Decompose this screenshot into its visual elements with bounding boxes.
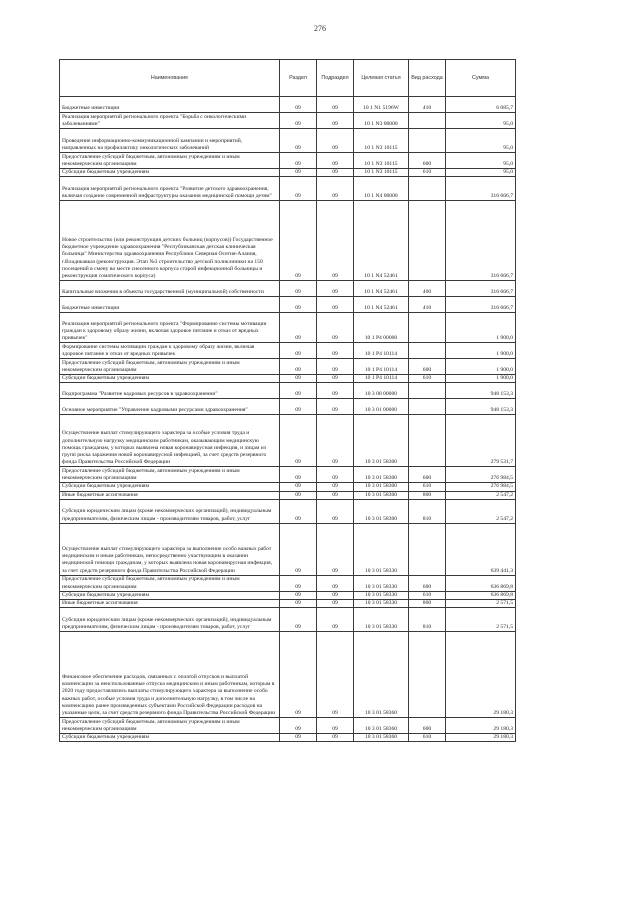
cell-name: Субсидии юридическим лицам (кроме некоммерческих организаций), индивидуальным предпринимателям, физическим лицам - производителям товаров, работ, услуг	[60, 499, 280, 523]
cell-subsection: 09	[317, 113, 354, 129]
table-row	[60, 523, 516, 575]
cell-subsection: 09	[317, 523, 354, 575]
cell-name: Субсидии юридическим лицам (кроме некоммерческих организаций), индивидуальным предпринимателям, физическим лицам - производителям товаров, работ, услуг	[60, 608, 280, 632]
cell-target: 10 3 01 58300	[354, 467, 409, 483]
cell-amount: 948 153,3	[446, 383, 516, 399]
cell-subsection: 09	[317, 600, 354, 608]
cell-subsection: 09	[317, 632, 354, 718]
cell-subsection: 09	[317, 201, 354, 281]
cell-amount: 95,0	[446, 129, 516, 153]
cell-section: 09	[280, 313, 317, 343]
cell-expense-type: 810	[409, 499, 446, 523]
cell-amount: 1 900,0	[446, 313, 516, 343]
cell-target: 10 1 P4 10114	[354, 375, 409, 383]
cell-expense-type: 600	[409, 467, 446, 483]
cell-amount: 316 666,7	[446, 177, 516, 201]
cell-section: 09	[280, 718, 317, 734]
cell-subsection: 09	[317, 491, 354, 499]
cell-target: 10 1 P4 00000	[354, 313, 409, 343]
cell-name: Субсидии бюджетным учреждениям	[60, 591, 280, 599]
cell-amount: 6 085,7	[446, 97, 516, 113]
cell-expense-type: 600	[409, 359, 446, 375]
cell-amount: 2 571,5	[446, 600, 516, 608]
cell-target: 10 3 01 58330	[354, 575, 409, 591]
cell-amount: 639 441,3	[446, 523, 516, 575]
cell-subsection: 09	[317, 297, 354, 313]
cell-section: 09	[280, 201, 317, 281]
table-header-row	[60, 60, 516, 97]
cell-amount: 29 180,3	[446, 632, 516, 718]
cell-expense-type: 610	[409, 375, 446, 383]
cell-target: 10 1 N3 10115	[354, 169, 409, 177]
cell-expense-type	[409, 343, 446, 359]
cell-amount: 1 900,0	[446, 359, 516, 375]
cell-amount: 276 984,5	[446, 467, 516, 483]
cell-amount: 29 180,3	[446, 718, 516, 734]
header-target: Целевая статья	[354, 60, 409, 97]
cell-section: 09	[280, 734, 317, 742]
cell-name: Проведение информационно-коммуникационной кампании и мероприятий, направленных на профилактику онкологических заболеваний	[60, 129, 280, 153]
cell-name: Осуществление выплат стимулирующего характера за особые условия труда и дополнительную нагрузку медицинским работникам, оказывающим медицинскую помощь гражданам, у которых выявлена новая коронавирусная инфекция, и лицам из групп риска заражения новой коронавирусной инфекцией, за счет средств резервного фонда Правительства Российской Федерации	[60, 415, 280, 467]
cell-target: 10 3 01 58300	[354, 415, 409, 467]
cell-subsection: 09	[317, 718, 354, 734]
cell-subsection: 09	[317, 499, 354, 523]
cell-section: 09	[280, 399, 317, 415]
cell-name: Субсидии бюджетным учреждениям	[60, 734, 280, 742]
header-amount: Сумма	[446, 60, 516, 97]
cell-section: 09	[280, 177, 317, 201]
table-row	[60, 415, 516, 467]
cell-amount: 316 666,7	[446, 201, 516, 281]
cell-target: 10 3 01 58300	[354, 491, 409, 499]
cell-section: 09	[280, 600, 317, 608]
cell-name: Подпрограмма "Развитие кадровых ресурсов в здравоохранении"	[60, 383, 280, 399]
table-row	[60, 499, 516, 523]
table-row	[60, 169, 516, 177]
cell-subsection: 09	[317, 281, 354, 297]
table-row	[60, 491, 516, 499]
cell-name: Предоставление субсидий бюджетным, автономным учреждениям и иным некоммерческим организациям	[60, 153, 280, 169]
cell-amount: 316 666,7	[446, 281, 516, 297]
cell-section: 09	[280, 415, 317, 467]
cell-subsection: 09	[317, 169, 354, 177]
cell-target: 10 3 01 00000	[354, 399, 409, 415]
cell-expense-type: 410	[409, 97, 446, 113]
cell-subsection: 09	[317, 608, 354, 632]
cell-target: 10 1 N3 00000	[354, 113, 409, 129]
cell-section: 09	[280, 281, 317, 297]
cell-expense-type	[409, 201, 446, 281]
cell-target: 10 1 N1 5196W	[354, 97, 409, 113]
cell-target: 10 1 N4 52461	[354, 281, 409, 297]
table-row	[60, 483, 516, 491]
table-row	[60, 608, 516, 632]
cell-name: Реализация мероприятий регионального проекта "Борьба с онкологическими заболеваниями"	[60, 113, 280, 129]
cell-section: 09	[280, 169, 317, 177]
cell-section: 09	[280, 491, 317, 499]
cell-name: Предоставление субсидий бюджетным, автономным учреждениям и иным некоммерческим организациям	[60, 359, 280, 375]
cell-section: 09	[280, 375, 317, 383]
cell-target: 10 1 N3 10115	[354, 129, 409, 153]
cell-expense-type	[409, 399, 446, 415]
cell-name: Осуществление выплат стимулирующего характера за выполнение особо важных работ медицинским и иным работникам, непосредственно участвующим в оказании медицинской помощи гражданам, у которых выявлена новая коронавирусная инфекция, за счет средств резервного фонда Правительства Российской Федерации	[60, 523, 280, 575]
cell-subsection: 09	[317, 97, 354, 113]
cell-section: 09	[280, 575, 317, 591]
table-row	[60, 153, 516, 169]
cell-expense-type: 600	[409, 153, 446, 169]
cell-section: 09	[280, 343, 317, 359]
cell-expense-type: 610	[409, 591, 446, 599]
cell-name: Реализация мероприятий регионального проекта "Формирование системы мотивации граждан к здоровому образу жизни, включая здоровое питание и отказ от вредных привычек"	[60, 313, 280, 343]
cell-name: Реализация мероприятий регионального проекта "Развитие детского здравоохранения, включая создание современной инфраструктуры оказания медицинской помощи детям"	[60, 177, 280, 201]
cell-expense-type: 600	[409, 718, 446, 734]
cell-section: 09	[280, 97, 317, 113]
cell-amount: 316 666,7	[446, 297, 516, 313]
cell-subsection: 09	[317, 343, 354, 359]
cell-expense-type: 610	[409, 483, 446, 491]
cell-subsection: 09	[317, 383, 354, 399]
table-row	[60, 343, 516, 359]
cell-subsection: 09	[317, 153, 354, 169]
cell-expense-type	[409, 523, 446, 575]
cell-expense-type: 410	[409, 297, 446, 313]
cell-subsection: 09	[317, 467, 354, 483]
cell-section: 09	[280, 383, 317, 399]
cell-section: 09	[280, 483, 317, 491]
table-row	[60, 575, 516, 591]
cell-target: 10 1 N4 52461	[354, 201, 409, 281]
cell-amount: 636 869,8	[446, 591, 516, 599]
table-row	[60, 313, 516, 343]
cell-target: 10 3 01 58300	[354, 499, 409, 523]
header-section: Раздел	[280, 60, 317, 97]
cell-name: Бюджетные инвестиции	[60, 97, 280, 113]
cell-target: 10 1 N4 00000	[354, 177, 409, 201]
cell-subsection: 09	[317, 359, 354, 375]
cell-target: 10 3 01 58360	[354, 718, 409, 734]
cell-section: 09	[280, 499, 317, 523]
cell-name: Предоставление субсидий бюджетным, автономным учреждениям и иным некоммерческим организациям	[60, 718, 280, 734]
cell-subsection: 09	[317, 575, 354, 591]
cell-target: 10 3 00 00000	[354, 383, 409, 399]
cell-section: 09	[280, 467, 317, 483]
cell-expense-type	[409, 632, 446, 718]
cell-amount: 636 869,8	[446, 575, 516, 591]
cell-subsection: 09	[317, 375, 354, 383]
page-number: 276	[314, 24, 326, 33]
header-subsection: Подраздел	[317, 60, 354, 97]
cell-amount: 1 900,0	[446, 343, 516, 359]
cell-section: 09	[280, 153, 317, 169]
cell-expense-type: 800	[409, 600, 446, 608]
table-row	[60, 734, 516, 742]
table-row	[60, 399, 516, 415]
table-row	[60, 281, 516, 297]
cell-subsection: 09	[317, 483, 354, 491]
cell-target: 10 1 N3 10115	[354, 153, 409, 169]
table-row	[60, 467, 516, 483]
cell-target: 10 3 01 58330	[354, 600, 409, 608]
cell-name: Капитальные вложения в объекты государственной (муниципальной) собственности	[60, 281, 280, 297]
cell-target: 10 3 01 58360	[354, 734, 409, 742]
cell-section: 09	[280, 632, 317, 718]
cell-subsection: 09	[317, 399, 354, 415]
cell-expense-type: 600	[409, 575, 446, 591]
cell-name: Формирование системы мотивации граждан к здоровому образу жизни, включая здоровое питание и отказ от вредных привычек	[60, 343, 280, 359]
table-row	[60, 632, 516, 718]
table-row	[60, 129, 516, 153]
header-name: Наименование	[60, 60, 280, 97]
cell-subsection: 09	[317, 415, 354, 467]
cell-target: 10 3 01 58330	[354, 523, 409, 575]
cell-expense-type: 400	[409, 281, 446, 297]
cell-name: Финансовое обеспечение расходов, связанных с оплатой отпусков и выплатой компенсации за неиспользованные отпуска медицинским и иным работникам, которым в 2020 году предоставлялись выплаты стимулирующего характера за выполнение особо важных работ, особые условия труда и дополнительную нагрузку, в том числе на компенсацию ранее произведенных субъектами Российской Федерации расходов на указанные цели, за счет средств резервного фонда Правительства Российской Федерации	[60, 632, 280, 718]
cell-subsection: 09	[317, 177, 354, 201]
cell-name: Субсидии бюджетным учреждениям	[60, 483, 280, 491]
cell-name: Бюджетные инвестиции	[60, 297, 280, 313]
table-row	[60, 591, 516, 599]
cell-subsection: 09	[317, 591, 354, 599]
table-row	[60, 113, 516, 129]
cell-section: 09	[280, 297, 317, 313]
cell-subsection: 09	[317, 129, 354, 153]
table-row	[60, 375, 516, 383]
cell-amount: 29 180,3	[446, 734, 516, 742]
cell-target: 10 3 01 58360	[354, 632, 409, 718]
table-row	[60, 201, 516, 281]
table-row	[60, 97, 516, 113]
cell-subsection: 09	[317, 734, 354, 742]
cell-amount: 276 984,5	[446, 483, 516, 491]
cell-expense-type	[409, 415, 446, 467]
cell-amount: 2 547,2	[446, 499, 516, 523]
table-row	[60, 359, 516, 375]
cell-amount: 2 547,2	[446, 491, 516, 499]
table-row	[60, 177, 516, 201]
cell-amount: 95,0	[446, 169, 516, 177]
cell-target: 10 3 01 58330	[354, 591, 409, 599]
cell-name: Субсидии бюджетным учреждениям	[60, 375, 280, 383]
header-expense-type: Вид расхода	[409, 60, 446, 97]
cell-name: Новое строительство (или реконструкция детских больниц (корпусов)) Государственное бюджетное учреждение здравоохранения "Республиканская детская клиническая больница" Министерства здравоохранения Республики Северная Осетия-Алания, г.Владикавказ (реконструкция. Этап №3 строительство детской поликлиники на 150 посещений в смену во месте снесенного корпуса старой инфекционной больницы и реконструкция соматического корпуса)	[60, 201, 280, 281]
cell-section: 09	[280, 129, 317, 153]
cell-target: 10 1 P4 10114	[354, 343, 409, 359]
cell-target: 10 1 P4 10114	[354, 359, 409, 375]
cell-amount: 948 153,3	[446, 399, 516, 415]
cell-section: 09	[280, 608, 317, 632]
cell-expense-type	[409, 177, 446, 201]
cell-name: Иные бюджетные ассигнования	[60, 491, 280, 499]
cell-name: Предоставление субсидий бюджетным, автономным учреждениям и иным некоммерческим организациям	[60, 575, 280, 591]
table-row	[60, 718, 516, 734]
cell-section: 09	[280, 113, 317, 129]
table-row	[60, 383, 516, 399]
cell-name: Иные бюджетные ассигнования	[60, 600, 280, 608]
cell-section: 09	[280, 591, 317, 599]
cell-name: Основное мероприятие "Управление кадровыми ресурсами здравоохранения"	[60, 399, 280, 415]
cell-expense-type: 810	[409, 608, 446, 632]
cell-target: 10 3 01 58330	[354, 608, 409, 632]
cell-expense-type: 610	[409, 734, 446, 742]
cell-expense-type	[409, 383, 446, 399]
cell-amount: 95,0	[446, 153, 516, 169]
cell-target: 10 3 01 58300	[354, 483, 409, 491]
cell-name: Предоставление субсидий бюджетным, автономным учреждениям и иным некоммерческим организациям	[60, 467, 280, 483]
cell-section: 09	[280, 359, 317, 375]
table-row	[60, 600, 516, 608]
cell-section: 09	[280, 523, 317, 575]
cell-subsection: 09	[317, 313, 354, 343]
table-body	[60, 97, 516, 742]
cell-amount: 1 900,0	[446, 375, 516, 383]
budget-table	[59, 59, 516, 742]
cell-name: Субсидии бюджетным учреждениям	[60, 169, 280, 177]
cell-amount: 95,0	[446, 113, 516, 129]
cell-target: 10 1 N4 52461	[354, 297, 409, 313]
cell-amount: 279 531,7	[446, 415, 516, 467]
cell-expense-type	[409, 129, 446, 153]
cell-amount: 2 571,5	[446, 608, 516, 632]
cell-expense-type	[409, 113, 446, 129]
table-row	[60, 297, 516, 313]
cell-expense-type	[409, 313, 446, 343]
cell-expense-type: 800	[409, 491, 446, 499]
cell-expense-type: 610	[409, 169, 446, 177]
